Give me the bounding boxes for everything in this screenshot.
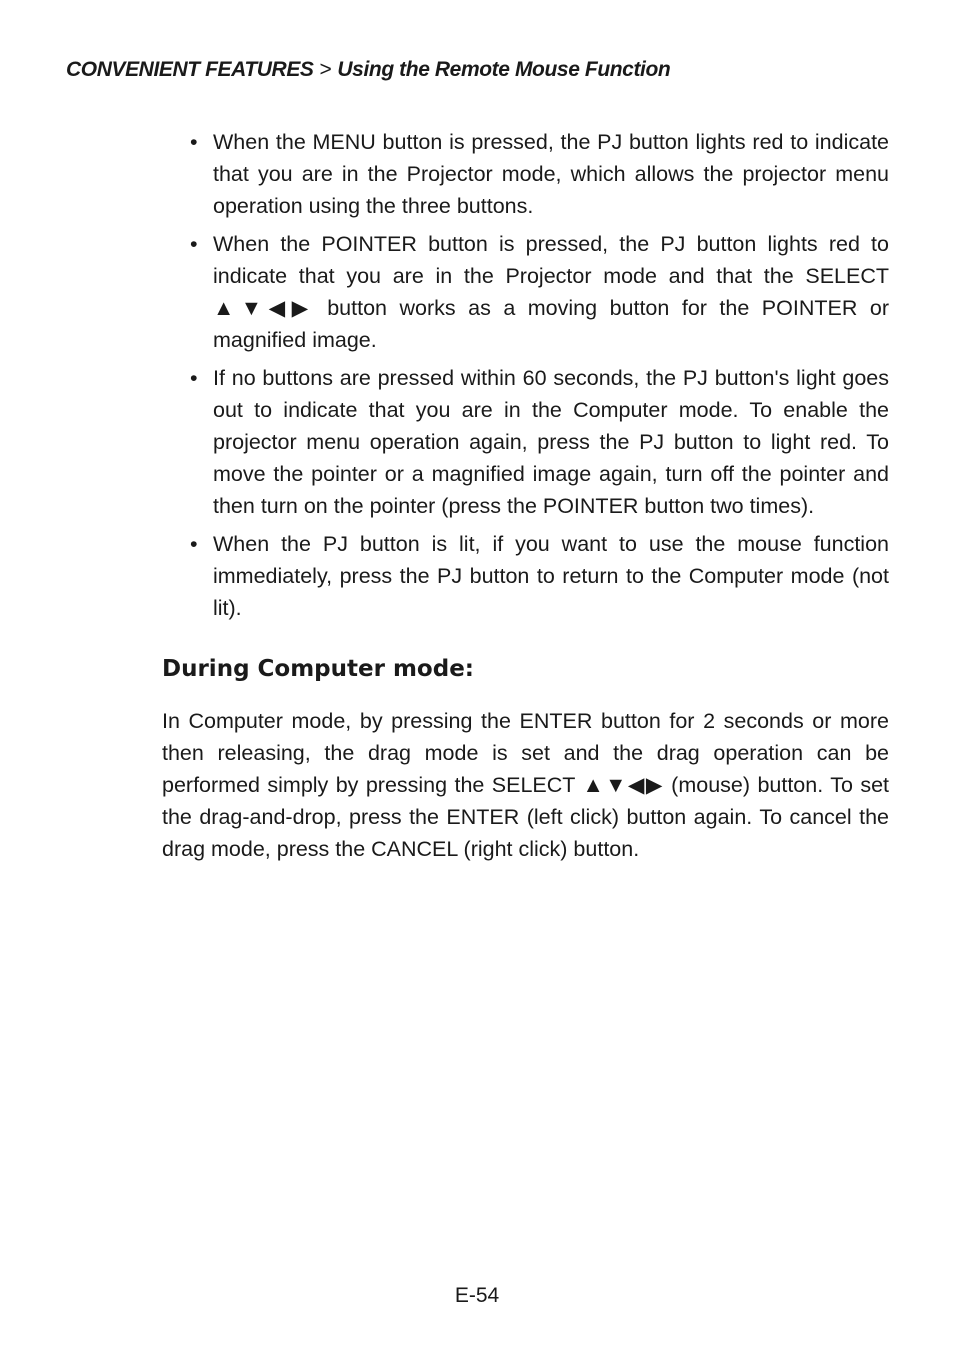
bullet-item-pointer xyxy=(190,228,889,356)
bullet-item-timeout xyxy=(190,362,889,522)
bullet-text: When the POINTER button is pressed, the PJ button lights red to indicate that you are in the Projector mode and that the SELECT ▲▼◀▶ button works as a moving button for the POINTER or magnified image. xyxy=(213,232,889,352)
bullet-marker: • xyxy=(190,532,198,556)
running-header xyxy=(66,58,670,82)
header-separator: > xyxy=(319,58,332,81)
section-heading: During Computer mode: xyxy=(162,656,474,682)
bullet-item-pj-lit xyxy=(190,528,889,624)
bullet-text: When the PJ button is lit, if you want to use the mouse function immediately, press the PJ button to return to the Computer mode (not lit). xyxy=(213,532,889,620)
bullet-marker: • xyxy=(190,130,198,154)
section-paragraph: In Computer mode, by pressing the ENTER button for 2 seconds or more then releasing, the drag mode is set and the drag operation can be performed simply by pressing the SELECT ▲▼◀▶ (mouse) button. To set the drag-and-drop, press the ENTER (left click) button again. To cancel the drag mode, press the CANCEL (right click) button. xyxy=(162,709,889,861)
bullet-marker: • xyxy=(190,232,198,256)
bullet-text: If no buttons are pressed within 60 seconds, the PJ button's light goes out to indicate that you are in the Computer mode. To enable the projector menu operation again, press the PJ button to light red. To move the pointer or a magnified image again, turn off the pointer and then turn on the pointer (press the POINTER button two times). xyxy=(213,366,889,518)
bullet-item-menu xyxy=(190,126,889,222)
bullet-text: When the MENU button is pressed, the PJ button lights red to indicate that you are in the Projector mode, which allows the projector menu operation using the three buttons. xyxy=(213,130,889,218)
header-section: CONVENIENT FEATURES xyxy=(66,58,314,81)
bullet-list xyxy=(190,126,889,630)
header-subsection: Using the Remote Mouse Function xyxy=(337,58,671,81)
bullet-marker: • xyxy=(190,366,198,390)
page-number: E-54 xyxy=(454,1284,500,1307)
